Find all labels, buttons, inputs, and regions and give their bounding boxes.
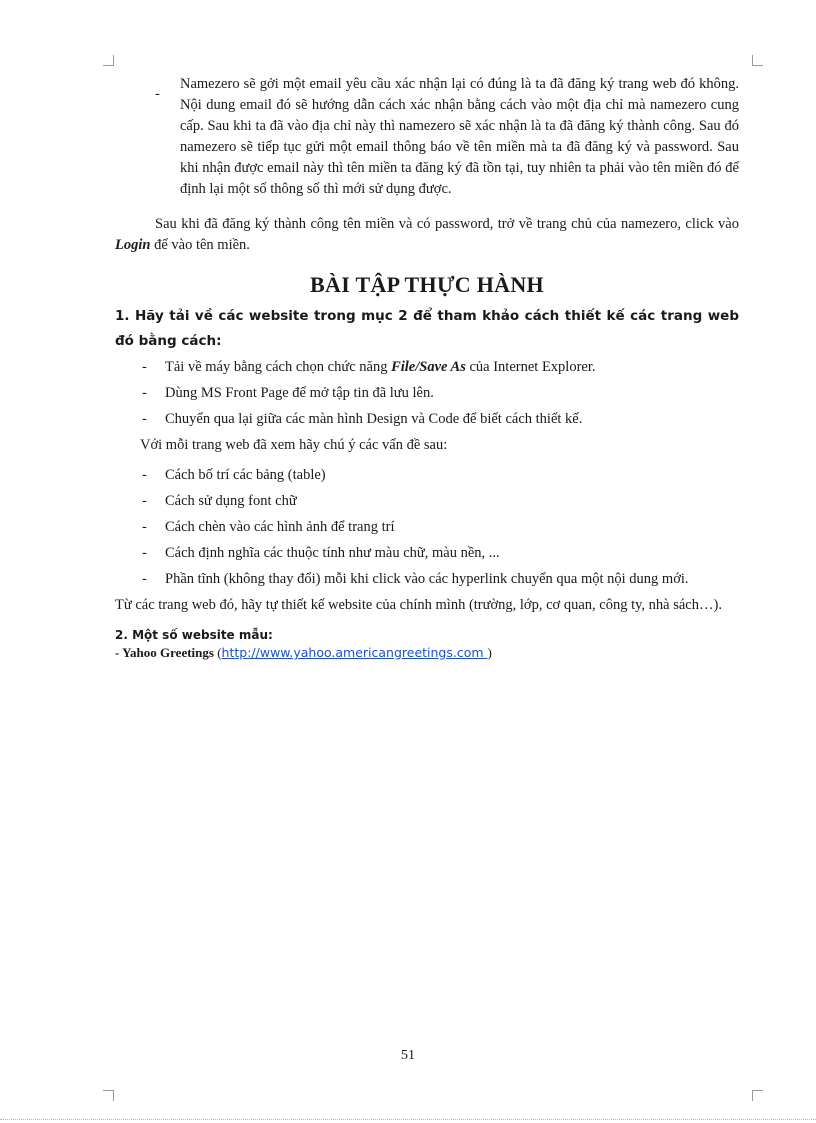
- login-text-before: Sau khi đã đăng ký thành công tên miền và có password, trở về trang chủ của namezero, click vào: [155, 216, 739, 232]
- login-paragraph: [115, 214, 739, 256]
- list-item: [115, 406, 739, 432]
- intro-dash: -: [155, 86, 160, 102]
- page-content: [115, 74, 739, 662]
- page-bottom-rule: [0, 1119, 816, 1120]
- login-text-after: để vào tên miền.: [150, 237, 250, 253]
- list-item: [115, 566, 739, 592]
- intro-paragraph: [115, 74, 739, 200]
- sample-website-name: - Yahoo Greetings: [115, 645, 214, 660]
- list-dash: -: [142, 467, 147, 483]
- list-dash: -: [142, 411, 147, 427]
- item-text: Phần tĩnh (không thay đổi) mỗi khi click vào các hyperlink chuyển qua một nội dung mới.: [165, 571, 689, 587]
- step-text-after: của Internet Explorer.: [465, 359, 596, 375]
- list-item: [115, 514, 739, 540]
- list-item: [115, 380, 739, 406]
- observation-list: [115, 462, 739, 592]
- sample-website-item: [115, 644, 739, 662]
- intro-text: Namezero sẽ gởi một email yêu cầu xác nhận lại có đúng là ta đã đăng ký trang web đó không. Nội dung email đó sẽ hướng dẫn cách xác nhận bằng cách vào một địa chỉ mà namezero cung cấp. Sau khi ta đã vào địa chỉ này thì namezero sẽ xác nhận là ta đã đăng ký thành công. Sau đó namezero sẽ tiếp tục gửi một email thông báo về tên miền mà ta đã đăng ký và password. Sau khi nhận được email này thì tên miền ta đăng ký đã tồn tại, tuy nhiên ta phải vào tên miền đó để định lại một số thông số thì mới sử dụng được.: [180, 76, 739, 197]
- step-text-before: Tải về máy bằng cách chọn chức năng: [165, 359, 392, 375]
- crop-mark-bottom-right: [752, 1090, 763, 1101]
- list-item: [115, 488, 739, 514]
- crop-mark-top-right: [752, 55, 763, 66]
- crop-mark-top-left: [103, 55, 114, 66]
- item-text: Cách định nghĩa các thuộc tính như màu chữ, màu nền, ...: [165, 545, 500, 561]
- section-title: BÀI TẬP THỰC HÀNH: [310, 272, 544, 297]
- list-dash: -: [142, 571, 147, 587]
- crop-mark-bottom-left: [103, 1090, 114, 1101]
- open-paren: (: [213, 645, 222, 660]
- conclusion-paragraph: Từ các trang web đó, hãy tự thiết kế website của chính mình (trường, lớp, cơ quan, công ty, nhà sách…).: [115, 597, 722, 613]
- sample-website-link[interactable]: http://www.yahoo.americangreetings.com: [221, 645, 488, 660]
- observation-note: Với mỗi trang web đã xem hãy chú ý các vấn đề sau:: [140, 437, 448, 453]
- samples-heading: 2. Một số website mẫu:: [115, 628, 273, 642]
- item-text: Cách chèn vào các hình ảnh để trang trí: [165, 519, 395, 535]
- list-dash: -: [142, 519, 147, 535]
- list-dash: -: [142, 545, 147, 561]
- list-dash: -: [142, 359, 147, 375]
- step-text: Dùng MS Front Page để mở tập tin đã lưu lên.: [165, 385, 434, 401]
- exercise-1-heading: 1. Hãy tải về các website trong mục 2 để tham khảo cách thiết kế các trang web đó bằng cách:: [115, 308, 739, 349]
- page-number: 51: [401, 1048, 415, 1063]
- close-paren: ): [487, 645, 492, 660]
- item-text: Cách sử dụng font chữ: [165, 493, 297, 509]
- item-text: Cách bố trí các bảng (table): [165, 467, 326, 483]
- list-dash: -: [142, 385, 147, 401]
- list-item: [115, 540, 739, 566]
- menu-path: File/Save As: [391, 359, 466, 375]
- list-item: [115, 354, 739, 380]
- exercise-steps-list: [115, 354, 739, 432]
- list-dash: -: [142, 493, 147, 509]
- step-text: Chuyển qua lại giữa các màn hình Design và Code để biết cách thiết kế.: [165, 411, 583, 427]
- list-item: [115, 462, 739, 488]
- login-keyword: Login: [115, 237, 151, 253]
